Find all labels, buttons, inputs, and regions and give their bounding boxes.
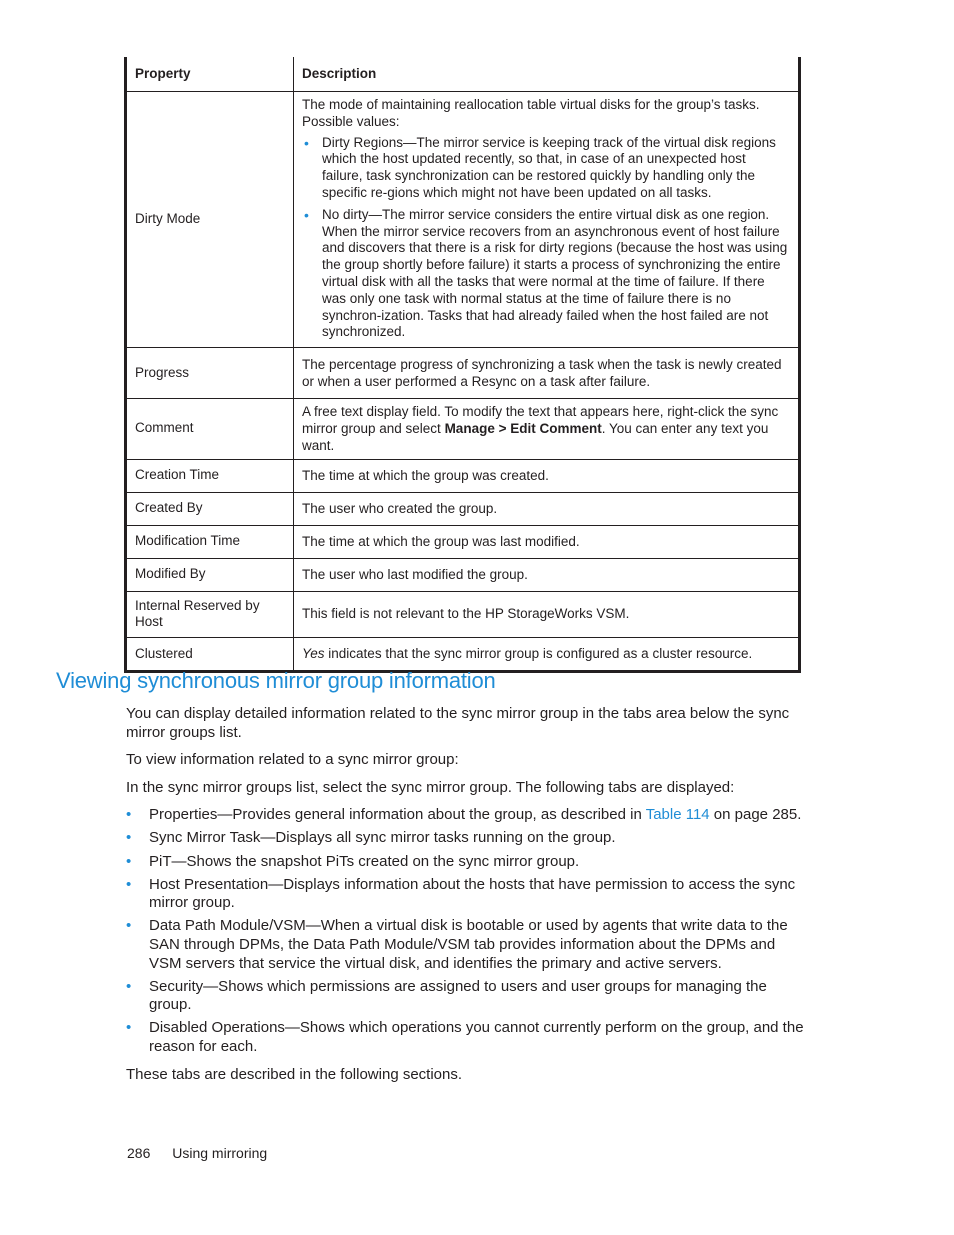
property-name: Modification Time xyxy=(126,525,294,558)
property-name: Comment xyxy=(126,399,294,459)
table-row xyxy=(126,591,800,638)
table-row xyxy=(126,525,800,558)
description-intro: The mode of maintaining reallocation table virtual disks for the group’s tasks. Possible values: xyxy=(302,97,760,129)
property-description: The percentage progress of synchronizing a task when the task is newly created or when a user performed a Resync on a task after failure. xyxy=(294,348,800,399)
table-row xyxy=(126,399,800,459)
property-name: Dirty Mode xyxy=(126,92,294,348)
bullet-icon: • xyxy=(304,134,309,151)
property-name: Clustered xyxy=(126,638,294,672)
property-description: This field is not relevant to the HP StorageWorks VSM. xyxy=(294,591,800,638)
bullet-icon: • xyxy=(126,852,132,870)
bullet-icon: • xyxy=(126,977,132,995)
bullet-icon: • xyxy=(304,206,309,223)
paragraph: These tabs are described in the following sections. xyxy=(126,1065,463,1083)
bullet-icon: • xyxy=(126,806,132,824)
possible-values-list xyxy=(302,135,790,342)
section-body xyxy=(126,705,806,1093)
list-item: • No dirty—The mirror service considers the entire virtual disk as one region. When the mirror service recovers from an asynchronous event of host failure and discovers that there is a risk for dirty regions (because the host was using the group shortly before failure) it starts a process of synchronizing the entire virtual disk with all the tasks that were normal at the time of failure. If there was only one task with normal status at the time of failure there is no synchron-ization. Tasks that had already failed when the host failed are not synchronized. xyxy=(304,206,788,340)
property-description xyxy=(294,92,800,348)
column-header-description: Description xyxy=(294,57,800,92)
menu-path: Manage > Edit Comment xyxy=(444,420,602,436)
paragraph: You can display detailed information related to the sync mirror group in the tabs area below the sync mirror groups list. xyxy=(126,705,790,741)
page-footer xyxy=(127,1145,267,1161)
list-item: • Dirty Regions—The mirror service is keeping track of the virtual disk regions which the host updated recently, so that, in case of an unexpected host failure, task synchronization can be restored quickly by handling only the specific re-gions which might not have been updated on all tasks. xyxy=(304,134,776,200)
paragraph: In the sync mirror groups list, select the sync mirror group. The following tabs are displayed: xyxy=(126,778,735,796)
bullet-icon: • xyxy=(126,829,132,847)
bullet-icon: • xyxy=(126,917,132,935)
list-item: • Disabled Operations—Shows which operations you cannot currently perform on the group, and the reason for each. xyxy=(126,1019,804,1055)
table-row xyxy=(126,638,800,672)
table-row xyxy=(126,92,800,348)
list-item: • Host Presentation—Displays information about the hosts that have permission to access the sync mirror group. xyxy=(126,875,796,912)
column-header-property: Property xyxy=(126,57,294,92)
property-name: Created By xyxy=(126,492,294,525)
table-row xyxy=(126,492,800,525)
chapter-title: Using mirroring xyxy=(172,1145,268,1161)
page-number: 286 xyxy=(127,1145,151,1161)
property-description: The user who created the group. xyxy=(294,492,800,525)
list-item: • Security—Shows which permissions are assigned to users and user groups for managing the group. xyxy=(126,977,767,1014)
table-row xyxy=(126,459,800,492)
property-description: The time at which the group was last modified. xyxy=(294,525,800,558)
list-item: • Data Path Module/VSM—When a virtual disk is bootable or used by agents that write data to the SAN through DPMs, the Data Path Module/VSM tab provides information about the DPMs and VSM servers that service the virtual disk, and identifies the primary and active servers. xyxy=(126,917,788,972)
property-table xyxy=(124,57,801,673)
section-heading: Viewing synchronous mirror group information xyxy=(56,668,496,693)
property-name: Modified By xyxy=(126,558,294,591)
list-item: • PiT—Shows the snapshot PiTs created on the sync mirror group. xyxy=(126,852,580,870)
table-reference-link[interactable]: Table 114 xyxy=(645,806,710,824)
property-description: The user who last modified the group. xyxy=(294,558,800,591)
list-item: • Properties—Provides general information about the group, as described in Table 114 on page 285. xyxy=(126,806,802,824)
paragraph: To view information related to a sync mirror group: xyxy=(126,751,459,769)
tabs-list xyxy=(126,806,806,1056)
property-name: Progress xyxy=(126,348,294,399)
property-description: The time at which the group was created. xyxy=(294,459,800,492)
bullet-icon: • xyxy=(126,875,132,893)
list-item: • Sync Mirror Task—Displays all sync mirror tasks running on the group. xyxy=(126,829,616,847)
table-row xyxy=(126,558,800,591)
property-name: Creation Time xyxy=(126,459,294,492)
bullet-icon: • xyxy=(126,1019,132,1037)
property-description: A free text display field. To modify the text that appears here, right-click the sync mirror group and select Manage > Edit Comment. You can enter any text you want. xyxy=(294,399,800,459)
table-header-row xyxy=(126,57,800,92)
property-name: Internal Reserved by Host xyxy=(126,591,294,638)
table-row xyxy=(126,348,800,399)
property-description: Yes indicates that the sync mirror group is configured as a cluster resource. xyxy=(294,638,800,672)
